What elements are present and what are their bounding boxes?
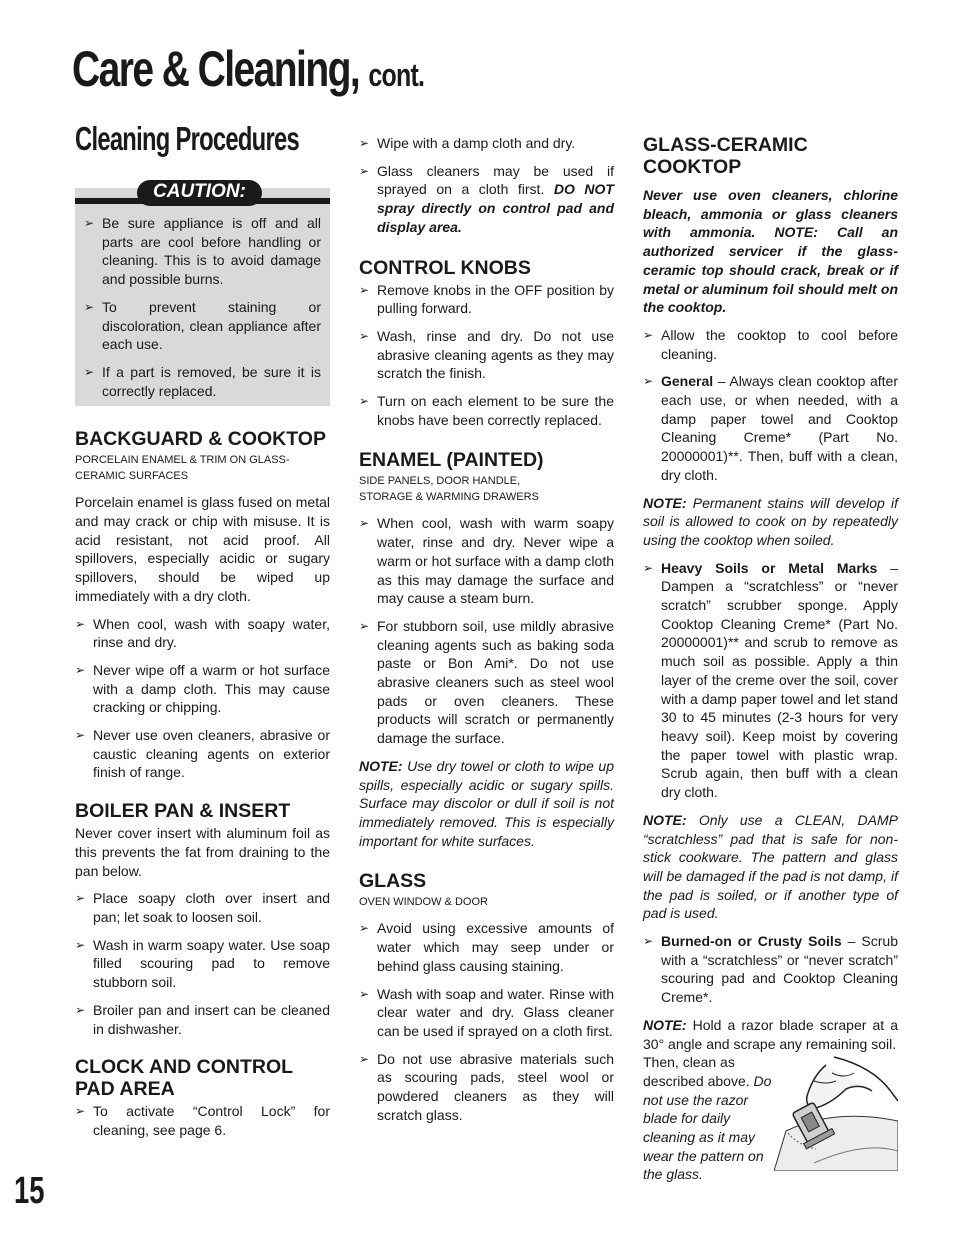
heavy-soils-text: – Dampen a “scratchless” or “never scratch” scrubber sponge. Apply Cooktop Cleaning Creme* (Part No. 20000001)** and scrub to remove as much soil as possible. Apply a thin layer of the creme over the soil, cover with a damp paper towel and let stand 30 to 45 minutes (2-3 hours for very heavy soil). Keep moist by covering the paper towel with plastic wrap. Scrub again, then buff with a clean dry cloth. bbox=[661, 559, 899, 801]
list-item: ➢ When cool, wash with warm soapy water, rinse and dry. Never wipe a warm or hot surface with a damp cloth as this may damage the surface and may cause a steam burn. bbox=[359, 514, 614, 608]
backguard-subheading: PORCELAIN ENAMEL & TRIM ON GLASS-CERAMIC SURFACES bbox=[75, 454, 290, 483]
backguard-intro: Porcelain enamel is glass fused on metal and may crack or chip with misuse. It is acid resistant, not acid proof. All spillovers, especially acidic or sugary spillovers, should be wiped up immediately with a dry cloth. bbox=[75, 494, 330, 604]
column-2 bbox=[359, 134, 614, 1124]
list-item: ➢ Wash, rinse and dry. Do not use abrasive cleaning agents as they may scratch the finish. bbox=[359, 327, 614, 383]
title-main: Care & Cleaning, bbox=[72, 41, 360, 97]
enamel-subheading bbox=[359, 473, 614, 505]
razor-section bbox=[643, 1053, 898, 1183]
list-item bbox=[643, 932, 898, 1007]
general-text: – Always clean cooktop after each use, or when needed, with a damp paper towel and Cooktop Cleaning Creme* (Part No. 20000001)**. Then, buff with a clean, dry cloth. bbox=[661, 373, 899, 483]
clock-heading: CLOCK AND CONTROL PAD AREA bbox=[75, 1056, 293, 1101]
title-cont: cont. bbox=[368, 57, 425, 93]
ceramic-list-3 bbox=[643, 932, 898, 1007]
list-item bbox=[643, 559, 898, 802]
note-label: NOTE: bbox=[359, 757, 403, 774]
caution-box bbox=[75, 181, 330, 406]
heavy-soils-label: Heavy Soils or Metal Marks bbox=[661, 559, 878, 576]
glass-subheading: OVEN WINDOW & DOOR bbox=[359, 896, 488, 909]
column-3 bbox=[643, 134, 899, 1183]
caution-label: CAUTION: bbox=[137, 180, 262, 206]
backguard-heading: BACKGUARD & COOKTOP bbox=[75, 428, 326, 451]
ceramic-note-2 bbox=[643, 811, 898, 923]
backguard-list bbox=[75, 615, 330, 783]
list-item: ➢ Remove knobs in the OFF position by pulling forward. bbox=[359, 281, 614, 318]
section-title: Cleaning Procedures bbox=[75, 120, 299, 157]
list-item: ➢ For stubborn soil, use mildly abrasive cleaning agents such as baking soda paste or Bon Ami*. Do not use abrasive cleaners such as steel wool pads or oven cleaners. These products will scratch or permanently damage the surface. bbox=[359, 617, 614, 748]
razor-text bbox=[643, 1053, 778, 1184]
list-item: ➢ Wash in warm soapy water. Use soap filled scouring pad to remove stubborn soil. bbox=[75, 936, 330, 992]
list-item: ➢ To activate “Control Lock” for cleaning, see page 6. bbox=[75, 1102, 330, 1139]
note-label: NOTE: bbox=[643, 494, 687, 511]
list-item: ➢ Avoid using excessive amounts of water which may seep under or behind glass causing staining. bbox=[359, 919, 614, 975]
burned-on-label: Burned-on or Crusty Soils bbox=[661, 933, 842, 950]
glass-list bbox=[359, 919, 614, 1124]
enamel-heading: ENAMEL (PAINTED) bbox=[359, 449, 544, 472]
list-item bbox=[359, 162, 614, 237]
broiler-intro: Never cover insert with aluminum foil as this prevents the fat from draining to the pan below. bbox=[75, 825, 330, 879]
column-1 bbox=[75, 120, 330, 1140]
enamel-list bbox=[359, 514, 614, 747]
ceramic-heading-line-2: COOKTOP bbox=[643, 156, 742, 178]
clock-cont-list bbox=[359, 134, 614, 237]
ceramic-heading-line-1: GLASS-CERAMIC bbox=[643, 134, 808, 156]
list-item: ➢ Be sure appliance is off and all parts are cool before handling or cleaning. This is to avoid damage and possible burns. bbox=[84, 214, 321, 289]
note-text: Hold a razor blade scraper at a 30° angle and scrape any remaining soil. bbox=[643, 1016, 899, 1052]
list-item: ➢ If a part is removed, be sure it is correctly replaced. bbox=[84, 363, 321, 400]
list-item: ➢ Never use oven cleaners, abrasive or caustic cleaning agents on exterior finish of range. bbox=[75, 726, 330, 782]
razor-then-text: Then, clean as described above. bbox=[643, 1054, 750, 1089]
broiler-list bbox=[75, 889, 330, 1038]
ceramic-warning: Never use oven cleaners, chlorine bleach, ammonia or glass cleaners with ammonia. NOTE: Call an authorized servicer if the glass-ceramic top should crack, break or if metal or aluminum foil should melt on the cooktop. bbox=[643, 187, 898, 316]
list-item: ➢ Never wipe off a warm or hot surface with a damp cloth. This may cause cracking or chipping. bbox=[75, 661, 330, 717]
glass-heading: GLASS bbox=[359, 870, 427, 893]
glass-cleaner-text: Glass cleaners may be used if sprayed on a cloth first. bbox=[377, 162, 614, 198]
list-item: ➢ Place soapy cloth over insert and pan; let soak to loosen soil. bbox=[75, 889, 330, 926]
razor-italic-text: Do not use the razor blade for daily cleaning as it may wear the pattern on the glass. bbox=[643, 1072, 772, 1183]
ceramic-list-1 bbox=[643, 326, 898, 485]
ceramic-heading bbox=[643, 134, 898, 178]
knobs-heading: CONTROL KNOBS bbox=[359, 256, 531, 279]
list-item: ➢ Allow the cooktop to cool before cleaning. bbox=[643, 326, 898, 363]
list-item: ➢ Broiler pan and insert can be cleaned in dishwasher. bbox=[75, 1001, 330, 1038]
do-not-spray-warning: DO NOT spray directly on control pad and display area. bbox=[377, 181, 614, 235]
ceramic-note-1 bbox=[643, 494, 898, 550]
ceramic-note-3 bbox=[643, 1016, 898, 1053]
clock-list bbox=[75, 1102, 330, 1139]
page-title bbox=[72, 40, 424, 98]
ceramic-list-2 bbox=[643, 559, 898, 802]
list-item bbox=[643, 372, 898, 484]
list-item: ➢ When cool, wash with soapy water, rinse and dry. bbox=[75, 615, 330, 652]
note-text: Permanent stains will develop if soil is allowed to cook on by repeatedly using the cooktop when soiled. bbox=[643, 494, 898, 548]
caution-list bbox=[84, 214, 321, 400]
enamel-note bbox=[359, 757, 614, 851]
list-item: ➢ Do not use abrasive materials such as scouring pads, steel wool or powdered cleaners as they will scratch glass. bbox=[359, 1050, 614, 1125]
list-item: ➢ To prevent staining or discoloration, clean appliance after each use. bbox=[84, 298, 321, 354]
note-text: Use dry towel or cloth to wipe up spills, especially acidic or sugary spills. Surface may discolor or dull if soil is not immediately removed. This is especially important for white surfaces. bbox=[359, 757, 614, 849]
razor-scraper-illustration bbox=[774, 1053, 898, 1171]
page-number: 15 bbox=[14, 1170, 45, 1212]
general-label: General bbox=[661, 373, 714, 390]
broiler-heading: BOILER PAN & INSERT bbox=[75, 800, 291, 823]
note-label: NOTE: bbox=[643, 1016, 687, 1033]
enamel-sub-line-2: STORAGE & WARMING DRAWERS bbox=[359, 491, 539, 504]
note-label: NOTE: bbox=[643, 811, 687, 828]
list-item: ➢ Wipe with a damp cloth and dry. bbox=[359, 134, 614, 153]
list-item: ➢ Turn on each element to be sure the knobs have been correctly replaced. bbox=[359, 392, 614, 429]
burned-on-text: – Scrub with a “scratchless” or “never scratch” scouring pad and Cooktop Cleaning Creme*. bbox=[661, 933, 898, 1006]
list-item: ➢ Wash with soap and water. Rinse with clear water and dry. Glass cleaner can be used if sprayed on a cloth first. bbox=[359, 985, 614, 1041]
note-text: Only use a CLEAN, DAMP “scratchless” pad that is safe for non-stick cookware. The pattern and glass will be damaged if the pad is not damp, if the pad is soiled, or if another type of pad is used. bbox=[643, 811, 899, 922]
knobs-list bbox=[359, 281, 614, 430]
enamel-sub-line-1: SIDE PANELS, DOOR HANDLE, bbox=[359, 475, 521, 488]
